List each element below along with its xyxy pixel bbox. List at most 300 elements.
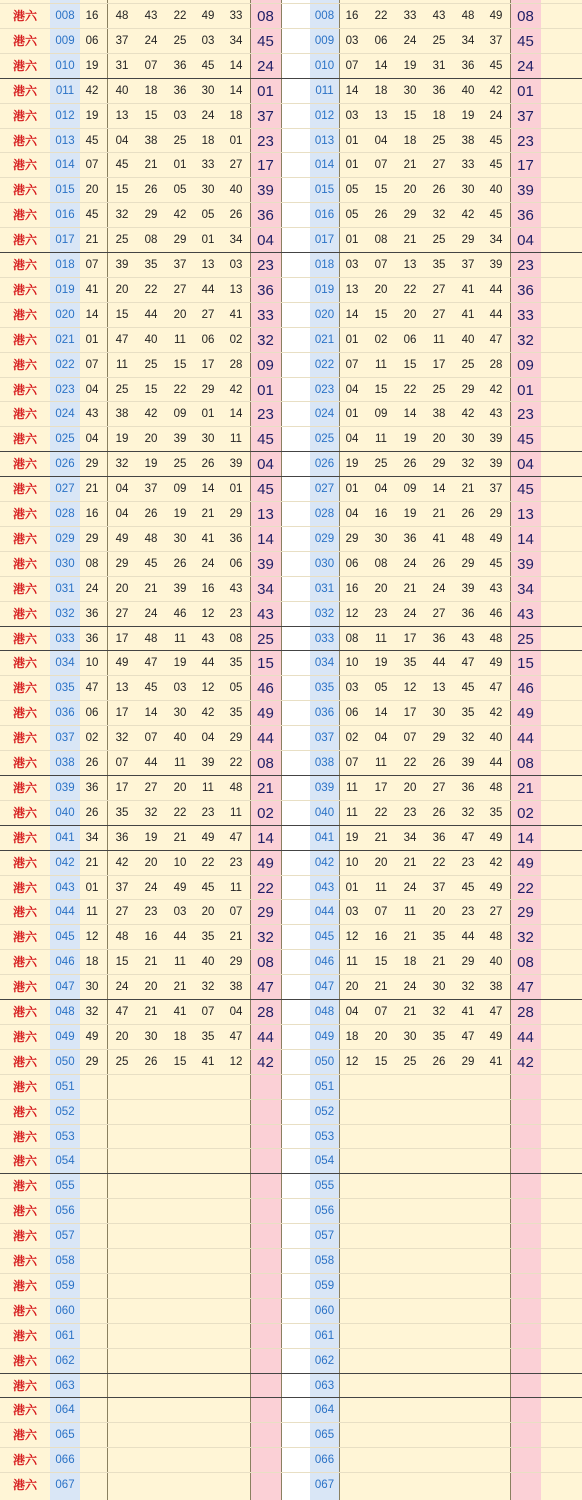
sorted-number: 19 [345, 831, 359, 844]
row-label: 港六 [12, 1303, 37, 1318]
sorted-number: 25 [374, 458, 388, 471]
period-number: 061 [55, 1329, 75, 1342]
period-number-right: 010 [314, 59, 335, 72]
period-number: 056 [55, 1205, 75, 1218]
draw-number: 32 [144, 806, 158, 819]
draw-number: 21 [173, 981, 187, 994]
table-row [0, 1348, 582, 1374]
period-number-right: 025 [314, 433, 335, 446]
period-number: 043 [55, 881, 75, 894]
sorted-number: 26 [432, 1055, 446, 1068]
sorted-number: 05 [345, 209, 359, 222]
draw-number: 41 [229, 308, 243, 321]
special-number: 01 [257, 381, 274, 399]
table-row [0, 1173, 582, 1199]
sorted-number: 38 [489, 981, 503, 994]
sorted-number: 14 [374, 707, 388, 720]
table-row [0, 1049, 582, 1075]
draw-number: 25 [115, 383, 129, 396]
sorted-number: 41 [432, 532, 446, 545]
sorted-number: 04 [374, 732, 388, 745]
sorted-number: 17 [432, 358, 446, 371]
draw-number: 29 [229, 956, 243, 969]
draw-number: 36 [85, 607, 99, 620]
special-number-right [510, 1249, 541, 1274]
sorted-number: 11 [346, 781, 358, 794]
row-label: 港六 [12, 382, 37, 397]
sorted-number: 43 [432, 10, 446, 22]
sorted-number: 11 [404, 906, 416, 919]
draw-number: 01 [201, 234, 215, 247]
draw-number: 07 [229, 906, 243, 919]
special-number-right: 23 [517, 257, 534, 274]
sorted-number: 26 [432, 757, 446, 769]
special-number: 39 [257, 555, 274, 573]
period-number-right: 038 [314, 757, 335, 769]
draw-number: 39 [201, 757, 215, 769]
period-number: 045 [55, 931, 75, 944]
sorted-number: 11 [375, 433, 387, 446]
row-label: 港六 [12, 332, 37, 347]
sorted-number: 15 [374, 184, 388, 197]
sorted-number: 16 [345, 582, 359, 595]
draw-number: 07 [144, 732, 158, 745]
sorted-number: 18 [345, 1030, 359, 1043]
special-number [250, 1299, 281, 1324]
draw-number: 32 [115, 458, 129, 471]
draw-number: 01 [173, 159, 187, 172]
sorted-number: 41 [461, 1006, 475, 1018]
draw-number: 21 [229, 931, 243, 944]
period-number-right: 059 [314, 1279, 335, 1292]
sorted-number: 08 [374, 234, 388, 247]
special-number-right: 49 [517, 705, 534, 723]
special-number: 01 [257, 82, 274, 100]
period-number: 041 [55, 831, 75, 844]
row-label: 港六 [12, 905, 37, 920]
sorted-number: 03 [345, 34, 359, 47]
special-number-right [510, 1100, 541, 1125]
draw-number: 22 [144, 283, 158, 296]
sorted-number: 08 [345, 632, 359, 645]
period-number: 019 [55, 283, 75, 296]
sorted-number: 22 [403, 383, 417, 396]
sorted-number: 15 [403, 109, 417, 122]
table-row [0, 650, 582, 676]
sorted-number: 19 [403, 433, 417, 446]
draw-number: 16 [85, 10, 99, 22]
period-number-right: 020 [314, 308, 335, 321]
period-number-right: 023 [314, 383, 335, 396]
row-label: 港六 [12, 108, 37, 123]
draw-number: 30 [85, 981, 99, 994]
draw-number: 13 [229, 283, 243, 296]
draw-number: 30 [201, 433, 215, 446]
draw-number: 14 [85, 308, 99, 321]
period-number-right: 052 [314, 1105, 335, 1118]
draw-number: 26 [201, 458, 215, 471]
period-number: 063 [55, 1379, 75, 1392]
draw-number: 23 [229, 607, 243, 620]
period-number-right: 021 [314, 333, 335, 346]
sorted-number: 45 [489, 209, 503, 222]
period-number-right: 015 [314, 184, 335, 197]
special-number: 44 [257, 730, 274, 748]
special-number: 37 [257, 107, 274, 125]
sorted-number: 47 [461, 831, 475, 844]
sorted-number: 18 [403, 956, 417, 969]
draw-number: 07 [85, 358, 99, 371]
sorted-number: 32 [432, 1006, 446, 1018]
sorted-number: 45 [489, 134, 503, 147]
draw-number: 19 [85, 109, 99, 122]
special-number-right [510, 1075, 541, 1100]
sorted-number: 49 [489, 10, 503, 22]
sorted-number: 19 [403, 508, 417, 520]
draw-number: 40 [115, 84, 129, 97]
draw-number: 43 [85, 408, 99, 421]
special-number [250, 1324, 281, 1349]
draw-number: 11 [202, 781, 214, 794]
row-label: 港六 [12, 855, 37, 870]
sorted-number: 13 [403, 259, 417, 271]
special-number-right: 02 [517, 804, 534, 822]
draw-number: 44 [173, 931, 187, 944]
draw-number: 03 [173, 682, 187, 695]
sorted-number: 42 [489, 383, 503, 396]
special-number: 02 [257, 804, 274, 822]
sorted-number: 03 [345, 906, 359, 919]
draw-number: 24 [144, 34, 158, 47]
sorted-number: 29 [461, 1055, 475, 1068]
draw-number: 24 [144, 881, 158, 894]
special-number [250, 1149, 281, 1174]
draw-number: 15 [115, 184, 129, 197]
sorted-number: 47 [461, 657, 475, 670]
draw-number: 49 [201, 10, 215, 22]
sorted-number: 27 [432, 781, 446, 794]
draw-number: 07 [115, 757, 129, 769]
sorted-number: 16 [374, 508, 388, 520]
sorted-number: 44 [432, 657, 446, 670]
period-number-right: 049 [314, 1030, 335, 1043]
draw-number: 35 [201, 931, 215, 944]
draw-number: 24 [85, 582, 99, 595]
sorted-number: 42 [489, 856, 503, 869]
special-number: 39 [257, 182, 274, 200]
table-row [0, 825, 582, 851]
special-number-right: 01 [517, 381, 534, 399]
row-label: 港六 [12, 183, 37, 198]
draw-number: 27 [173, 283, 187, 296]
special-number-right: 44 [517, 1028, 534, 1046]
special-number: 21 [257, 779, 274, 797]
draw-number: 40 [229, 184, 243, 197]
special-number: 13 [257, 506, 274, 523]
draw-number: 48 [144, 532, 158, 545]
sorted-number: 33 [403, 10, 417, 22]
draw-number: 06 [201, 333, 215, 346]
draw-number: 24 [144, 607, 158, 620]
sorted-number: 40 [489, 956, 503, 969]
period-number-right: 041 [314, 831, 335, 844]
draw-number: 27 [229, 159, 243, 172]
period-number: 028 [55, 508, 75, 520]
period-number: 055 [55, 1180, 75, 1193]
special-number-right: 24 [517, 57, 534, 75]
draw-number: 01 [229, 483, 243, 496]
draw-number: 35 [201, 1030, 215, 1043]
sorted-number: 20 [403, 308, 417, 321]
table-row [0, 377, 582, 403]
draw-number: 14 [201, 483, 215, 496]
special-number [250, 1249, 281, 1274]
sorted-number: 21 [374, 831, 388, 844]
period-number: 033 [55, 632, 75, 645]
sorted-number: 42 [461, 408, 475, 421]
draw-number: 33 [201, 159, 215, 172]
special-number-right: 45 [517, 32, 534, 50]
special-number-right: 42 [517, 1053, 534, 1071]
draw-number: 04 [85, 383, 99, 396]
table-row [0, 1373, 582, 1399]
period-number-right: 022 [314, 358, 335, 371]
draw-number: 35 [229, 707, 243, 720]
special-number-right: 44 [517, 730, 534, 748]
period-number-right: 065 [314, 1429, 335, 1442]
special-number: 08 [257, 755, 274, 772]
row-label: 港六 [12, 233, 37, 248]
row-label: 港六 [12, 706, 37, 721]
special-number-right [510, 1324, 541, 1349]
row-label: 港六 [12, 9, 37, 23]
table-row [0, 800, 582, 826]
special-number-right: 22 [517, 879, 534, 897]
table-row [0, 1074, 582, 1100]
sorted-number: 45 [489, 59, 503, 72]
table-row [0, 1397, 582, 1423]
table-row [0, 850, 582, 876]
period-number: 051 [55, 1080, 75, 1093]
table-row [0, 1323, 582, 1349]
sorted-number: 23 [461, 856, 475, 869]
sorted-number: 27 [432, 283, 446, 296]
draw-number: 40 [173, 732, 187, 745]
special-number-right: 17 [517, 157, 534, 175]
row-label: 港六 [12, 507, 37, 521]
period-number-right: 035 [314, 682, 335, 695]
period-number-right: 055 [314, 1180, 335, 1193]
draw-number: 21 [144, 582, 158, 595]
sorted-number: 11 [375, 881, 387, 894]
sorted-number: 35 [489, 806, 503, 819]
table-row [0, 78, 582, 104]
period-number-right: 056 [314, 1205, 335, 1218]
draw-number: 15 [144, 109, 158, 122]
row-label: 港六 [12, 1005, 37, 1019]
period-number: 059 [55, 1279, 75, 1292]
sorted-number: 39 [489, 458, 503, 471]
period-number: 023 [55, 383, 75, 396]
sorted-number: 49 [489, 1030, 503, 1043]
sorted-number: 07 [403, 732, 417, 745]
draw-number: 05 [173, 184, 187, 197]
sorted-number: 04 [374, 134, 388, 147]
draw-number: 25 [173, 34, 187, 47]
row-label: 港六 [12, 1478, 37, 1493]
sorted-number: 44 [489, 283, 503, 296]
draw-number: 27 [144, 781, 158, 794]
special-number: 34 [257, 580, 274, 598]
special-number-right: 33 [517, 306, 534, 324]
sorted-number: 01 [345, 134, 359, 147]
draw-number: 27 [201, 308, 215, 321]
sorted-number: 40 [461, 84, 475, 97]
special-number-right: 39 [517, 555, 534, 573]
draw-number: 39 [229, 458, 243, 471]
draw-number: 06 [85, 34, 99, 47]
draw-number: 26 [173, 557, 187, 570]
draw-number: 44 [201, 657, 215, 670]
draw-number: 47 [229, 831, 243, 844]
period-number: 044 [55, 906, 75, 919]
draw-number: 10 [85, 657, 99, 670]
period-number: 052 [55, 1105, 75, 1118]
sorted-number: 40 [489, 732, 503, 745]
period-number-right: 037 [314, 732, 335, 745]
row-label: 港六 [12, 457, 37, 472]
row-label: 港六 [12, 33, 37, 48]
sorted-number: 12 [345, 607, 359, 620]
table-row [0, 53, 582, 79]
special-number [250, 1199, 281, 1224]
draw-number: 41 [85, 283, 99, 296]
table-row [0, 1124, 582, 1150]
draw-number: 26 [144, 508, 158, 520]
special-number: 22 [257, 879, 274, 897]
period-number: 039 [55, 781, 75, 794]
draw-number: 39 [115, 259, 129, 271]
period-number: 011 [55, 84, 75, 97]
sorted-number: 20 [374, 582, 388, 595]
special-number [250, 1473, 281, 1498]
draw-number: 07 [201, 1006, 215, 1018]
sorted-number: 32 [461, 458, 475, 471]
sorted-number: 22 [403, 757, 417, 769]
draw-number: 32 [201, 981, 215, 994]
sorted-number: 21 [403, 931, 417, 944]
draw-number: 11 [230, 806, 242, 819]
sorted-number: 24 [403, 607, 417, 620]
sorted-number: 35 [403, 657, 417, 670]
sorted-number: 48 [489, 632, 503, 645]
draw-number: 14 [229, 408, 243, 421]
special-number: 46 [257, 680, 274, 698]
row-label: 港六 [12, 1079, 37, 1094]
sorted-number: 27 [432, 308, 446, 321]
table-row [0, 177, 582, 203]
draw-number: 37 [173, 259, 187, 271]
draw-number: 39 [173, 582, 187, 595]
draw-number: 42 [144, 408, 158, 421]
special-number [250, 1349, 281, 1374]
draw-number: 20 [144, 433, 158, 446]
sorted-number: 25 [432, 134, 446, 147]
draw-number: 13 [201, 259, 215, 271]
table-row [0, 252, 582, 278]
sorted-number: 07 [345, 59, 359, 72]
sorted-number: 36 [461, 781, 475, 794]
table-row [0, 949, 582, 975]
special-number: 43 [257, 605, 274, 623]
row-label: 港六 [12, 282, 37, 297]
period-number: 012 [55, 109, 75, 122]
draw-number: 42 [173, 209, 187, 222]
sorted-number: 32 [461, 806, 475, 819]
special-number: 47 [257, 979, 274, 997]
sorted-number: 12 [403, 682, 417, 695]
table-row [0, 924, 582, 950]
sorted-number: 07 [374, 159, 388, 172]
row-label: 港六 [12, 731, 37, 746]
table-row [0, 202, 582, 228]
draw-number: 11 [86, 906, 98, 919]
sorted-number: 43 [461, 632, 475, 645]
draw-number: 29 [173, 234, 187, 247]
period-number: 036 [55, 707, 75, 720]
period-number-right: 019 [314, 283, 335, 296]
sorted-number: 11 [346, 806, 358, 819]
period-number: 065 [55, 1429, 75, 1442]
row-label: 港六 [12, 1428, 37, 1443]
sorted-number: 38 [432, 408, 446, 421]
draw-number: 26 [144, 184, 158, 197]
draw-number: 02 [229, 333, 243, 346]
draw-number: 26 [229, 209, 243, 222]
special-number-right [510, 1473, 541, 1498]
sorted-number: 30 [374, 532, 388, 545]
draw-number: 34 [229, 234, 243, 247]
sorted-number: 35 [432, 259, 446, 271]
table-row [0, 128, 582, 154]
draw-number: 21 [144, 1006, 158, 1018]
draw-number: 10 [173, 856, 187, 869]
draw-number: 23 [229, 856, 243, 869]
draw-number: 42 [229, 383, 243, 396]
draw-number: 08 [229, 632, 243, 645]
sorted-number: 07 [345, 358, 359, 371]
period-number: 038 [55, 757, 75, 769]
draw-number: 34 [229, 34, 243, 47]
table-row [0, 476, 582, 502]
draw-number: 17 [201, 358, 215, 371]
draw-number: 47 [115, 1006, 129, 1018]
sorted-number: 45 [461, 881, 475, 894]
period-number: 057 [55, 1230, 75, 1243]
special-number-right: 45 [517, 431, 534, 449]
special-number-right [510, 1125, 541, 1150]
period-number-right: 047 [314, 981, 335, 994]
sorted-number: 27 [489, 906, 503, 919]
draw-number: 45 [85, 134, 99, 147]
special-number-right: 15 [517, 655, 534, 673]
draw-number: 30 [201, 184, 215, 197]
sorted-number: 49 [489, 657, 503, 670]
draw-number: 40 [144, 333, 158, 346]
row-label: 港六 [12, 1378, 37, 1393]
sorted-number: 22 [374, 10, 388, 22]
period-number: 032 [55, 607, 75, 620]
